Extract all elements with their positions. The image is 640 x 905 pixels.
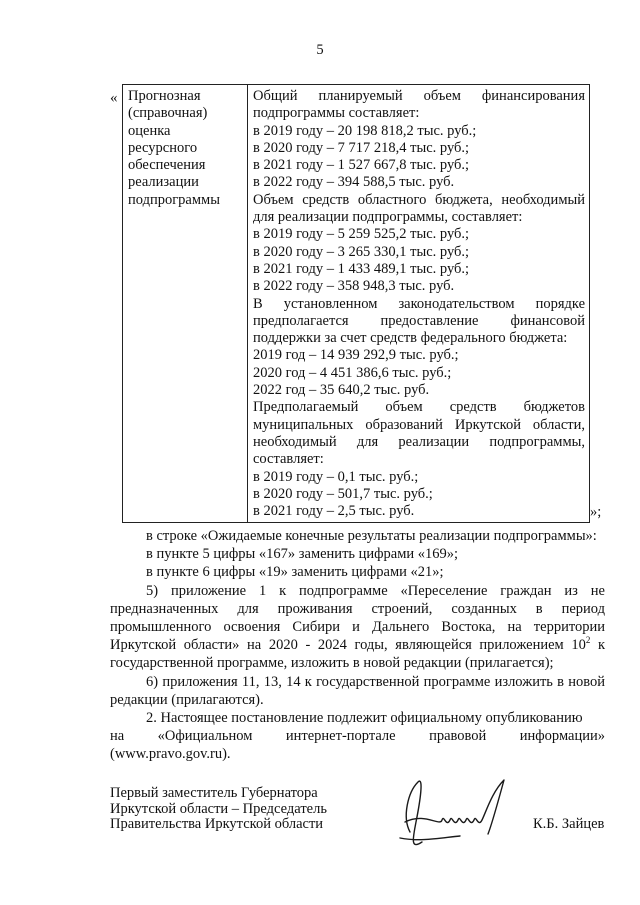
funding-line: в 2020 году – 7 717 218,4 тыс. руб.; xyxy=(253,139,470,156)
funding-line: поддержки за счет средств федерального бюджета: xyxy=(253,330,568,347)
paragraph-item-2-line1: 2. Настоящее постановление подлежит официальному опубликованию xyxy=(146,710,583,727)
funding-line: Общий планируемый объем финансирования xyxy=(253,88,585,104)
funding-line: в 2022 году – 358 948,3 тыс. руб. xyxy=(253,278,455,295)
position-line: Иркутской области – Председатель xyxy=(110,800,327,817)
signer-name: К.Б. Зайцев xyxy=(533,816,605,832)
funding-line: в 2020 году – 501,7 тыс. руб.; xyxy=(253,485,433,502)
label-line: подпрограммы xyxy=(128,191,220,208)
signatory-position xyxy=(110,786,327,833)
label-line: оценка xyxy=(128,122,171,139)
funding-line: 2022 год – 35 640,2 тыс. руб. xyxy=(253,382,430,399)
funding-line: в 2022 году – 394 588,5 тыс. руб. xyxy=(253,174,455,191)
funding-line: в 2020 году – 3 265 330,1 тыс. руб.; xyxy=(253,243,470,260)
paragraph-item-6: 6) приложения 11, 13, 14 к государственной программе изложить в новой редакции (прилагаются). xyxy=(110,673,605,708)
funding-line: Объем средств областного бюджета, необходимый xyxy=(253,191,585,208)
closing-quote: »; xyxy=(590,504,602,520)
value-cell xyxy=(248,85,590,523)
item-5-text: 5) приложение 1 к подпрограмме «Переселение граждан из не предназначенных для проживания строений, созданных в период промышленного освоения Сибири и Дальнего Востока, на территории Иркутской области» на 2020 - 2024 годы, являющейся приложением 10 xyxy=(110,582,605,654)
funding-line: в 2021 году – 1 433 489,1 тыс. руб.; xyxy=(253,260,470,277)
table-row xyxy=(123,85,590,523)
paragraph-point-6: в пункте 6 цифры «19» заменить цифрами «21»; xyxy=(146,564,444,581)
funding-line: в 2019 году – 20 198 818,2 тыс. руб.; xyxy=(253,122,477,139)
funding-line: предполагается предоставление финансовой xyxy=(253,312,585,329)
label-line: реализации xyxy=(128,174,199,191)
position-line: Первый заместитель Губернатора xyxy=(110,785,318,801)
amendment-text xyxy=(110,527,605,764)
page-number: 5 xyxy=(316,42,324,58)
paragraph-row-amendment: в строке «Ожидаемые конечные результаты реализации подпрограммы»: xyxy=(146,528,597,544)
subprogram-passport-table xyxy=(122,84,590,523)
funding-line: для реализации подпрограммы, составляет: xyxy=(253,209,523,226)
paragraph-item-5 xyxy=(110,582,605,673)
paragraph-item-2-line2: на «Официальном интернет-портале правовой информации» xyxy=(110,728,605,745)
funding-line: 2020 год – 4 451 386,6 тыс. руб.; xyxy=(253,364,452,381)
label-line: ресурсного xyxy=(128,139,198,156)
funding-line: составляет: xyxy=(253,451,324,468)
item-5-text-end: к государственной программе, изложить в новой редакции (прилагается); xyxy=(110,637,606,672)
funding-line: в 2019 году – 0,1 тыс. руб.; xyxy=(253,468,419,485)
funding-line: в 2021 году – 1 527 667,8 тыс. руб.; xyxy=(253,157,470,174)
funding-line: необходимый для реализации подпрограммы, xyxy=(253,433,585,450)
funding-line: В установленном законодательством порядке xyxy=(253,295,585,312)
funding-line: 2019 год – 14 939 292,9 тыс. руб.; xyxy=(253,347,459,364)
handwritten-signature xyxy=(380,772,530,857)
item-5-superscript: 2 xyxy=(585,635,591,646)
paragraph-item-2-line3: (www.pravo.gov.ru). xyxy=(110,746,231,763)
funding-line: Предполагаемый объем средств бюджетов xyxy=(253,399,585,416)
label-cell xyxy=(123,85,248,523)
value-lines xyxy=(253,88,585,520)
position-line: Правительства Иркутской области xyxy=(110,816,324,832)
funding-line: в 2019 году – 5 259 525,2 тыс. руб.; xyxy=(253,226,470,243)
paragraph-point-5: в пункте 5 цифры «167» заменить цифрами «169»; xyxy=(146,546,459,563)
opening-quote: « xyxy=(110,90,118,106)
funding-line: подпрограммы составляет: xyxy=(253,105,420,122)
funding-line: муниципальных образований Иркутской области, xyxy=(253,416,585,433)
label-line: Прогнозная xyxy=(128,88,201,104)
label-lines xyxy=(128,88,243,209)
label-line: (справочная) xyxy=(128,105,208,122)
funding-line: в 2021 году – 2,5 тыс. руб. xyxy=(253,503,415,520)
label-line: обеспечения xyxy=(128,157,206,174)
